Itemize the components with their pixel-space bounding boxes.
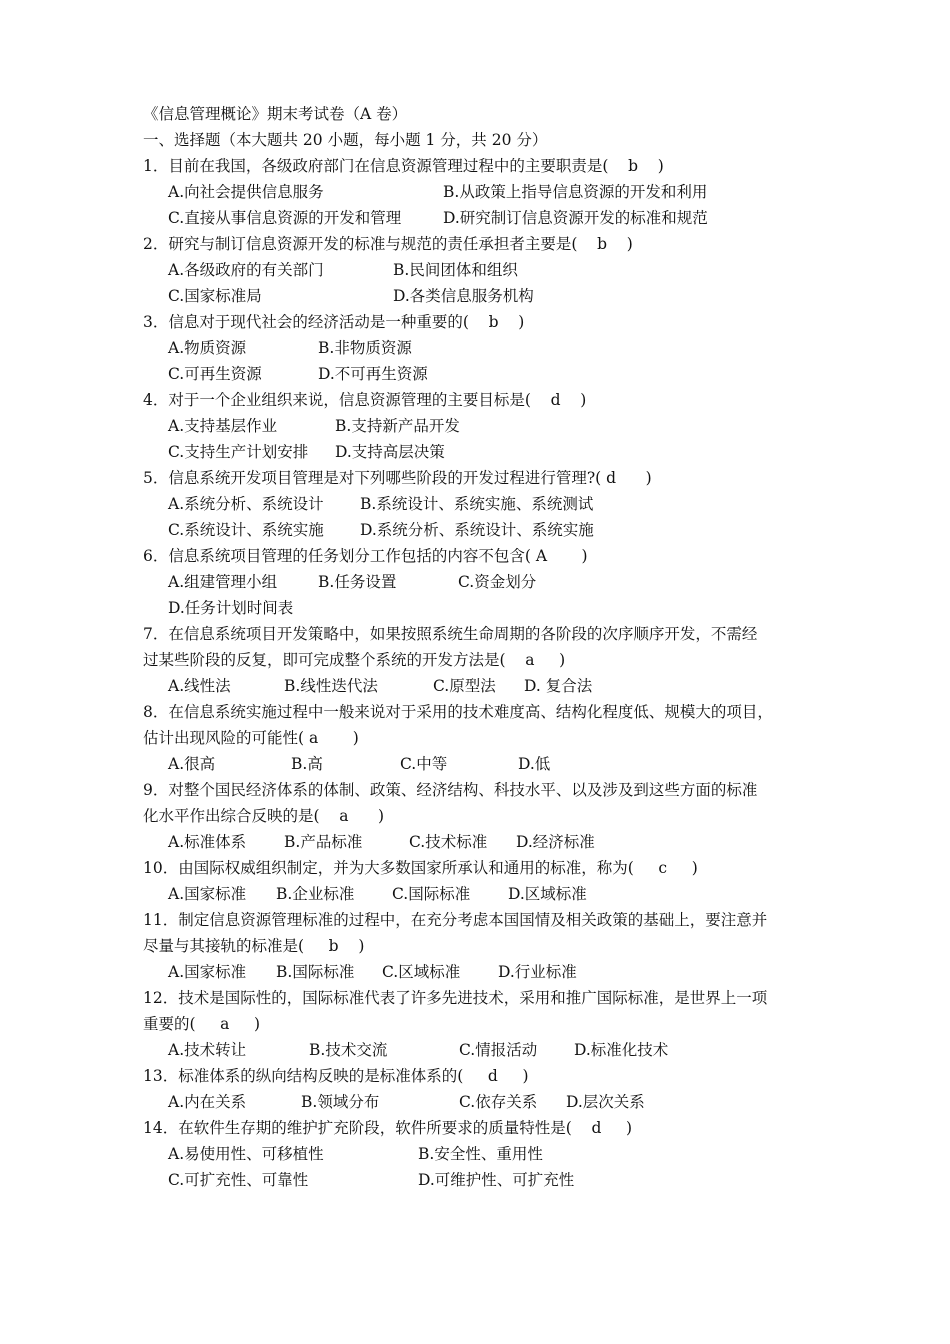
question-7-stem-cont: 过某些阶段的反复，即可完成整个系统的开发方法是( a ) (143, 651, 566, 669)
question-11-option-d: D.行业标准 (498, 963, 577, 981)
question-12-option-a: A.技术转让 (168, 1041, 247, 1059)
question-6-options-row (143, 569, 833, 595)
question-6-option-a: A.组建管理小组 (168, 573, 278, 591)
question-1-option-d: D.研究制订信息资源开发的标准和规范 (443, 209, 708, 227)
question-3-options-row (143, 335, 833, 361)
question-13-option-c: C.依存关系 (459, 1093, 538, 1111)
question-11-options-row (143, 959, 833, 985)
question-14-option-a: A.易使用性、可移植性 (168, 1145, 324, 1163)
question-12-option-c: C.情报活动 (459, 1041, 538, 1059)
question-6-option-b: D.任务计划时间表 (168, 599, 294, 617)
question-10-option-a: A.国家标准 (168, 885, 247, 903)
question-14-option-d: D.可维护性、可扩充性 (418, 1171, 575, 1189)
question-12-stem: 12．技术是国际性的，国际标准代表了许多先进技术，采用和推广国际标准，是世界上一项 (143, 989, 768, 1007)
question-13-option-a: A.内在关系 (168, 1093, 247, 1111)
question-11-option-a: A.国家标准 (168, 963, 247, 981)
question-9-option-c: C.技术标准 (409, 833, 488, 851)
exam-content (143, 101, 833, 1193)
question-7-option-d: D. 复合法 (524, 677, 593, 695)
question-8-option-a: A.很高 (168, 755, 216, 773)
question-4-options-row (143, 439, 833, 465)
question-2-options-row (143, 257, 833, 283)
question-8-options-row (143, 751, 833, 777)
question-8-option-b: B.高 (291, 755, 323, 773)
question-6-stem: 6．信息系统项目管理的任务划分工作包括的内容不包含( A ) (143, 547, 588, 565)
question-3-option-c: C.可再生资源 (168, 365, 262, 383)
question-3-stem: 3．信息对于现代社会的经济活动是一种重要的( b ) (143, 313, 525, 331)
question-10-option-d: D.区域标准 (508, 885, 587, 903)
question-5-option-b: B.系统设计、系统实施、系统测试 (360, 495, 594, 513)
question-11-stem: 11．制定信息资源管理标准的过程中，在充分考虑本国国情及相关政策的基础上，要注意并 (143, 911, 768, 929)
question-2-option-b: B.民间团体和组织 (393, 261, 518, 279)
question-8-option-c: C.中等 (400, 755, 448, 773)
question-3-options-row (143, 361, 833, 387)
question-5-options-row (143, 491, 833, 517)
question-12-option-b: B.技术交流 (309, 1041, 388, 1059)
question-4-options-row (143, 413, 833, 439)
question-7-option-a: A.线性法 (168, 677, 231, 695)
question-4-option-b: B.支持新产品开发 (335, 417, 460, 435)
question-9-stem-cont: 化水平作出综合反映的是( a ) (143, 807, 385, 825)
question-10-option-c: C.国际标准 (392, 885, 471, 903)
question-4-option-a: A.支持基层作业 (168, 417, 278, 435)
question-5-stem: 5．信息系统开发项目管理是对下列哪些阶段的开发过程进行管理?( d ) (143, 469, 652, 487)
question-13-option-d: D.层次关系 (566, 1093, 645, 1111)
question-13-option-b: B.领域分布 (301, 1093, 380, 1111)
question-7-options-row (143, 673, 833, 699)
question-14-options-row (143, 1167, 833, 1193)
question-14-options-row (143, 1141, 833, 1167)
question-8-option-d: D.低 (518, 755, 551, 773)
question-14-option-b: B.安全性、重用性 (418, 1145, 543, 1163)
question-1-option-a: A.向社会提供信息服务 (168, 183, 324, 201)
question-9-option-b: B.产品标准 (284, 833, 363, 851)
question-7-option-c: C.原型法 (433, 677, 496, 695)
question-10-options-row (143, 881, 833, 907)
question-6-options-row (143, 595, 833, 621)
exam-title: 《信息管理概论》期末考试卷（A 卷） (143, 105, 408, 123)
question-3-option-d: D.不可再生资源 (318, 365, 428, 383)
section-heading: 一、选择题（本大题共 20 小题，每小题 1 分，共 20 分） (143, 131, 548, 149)
question-2-stem: 2．研究与制订信息资源开发的标准与规范的责任承担者主要是( b ) (143, 235, 633, 253)
question-8-stem: 8．在信息系统实施过程中一般来说对于采用的技术难度高、结构化程度低、规模大的项目， (143, 703, 773, 721)
question-6-option-b: B.任务设置 (318, 573, 397, 591)
question-9-option-a: A.标准体系 (168, 833, 247, 851)
question-12-stem-cont: 重要的( a ) (143, 1015, 261, 1033)
question-9-options-row (143, 829, 833, 855)
question-7-option-b: B.线性迭代法 (284, 677, 378, 695)
question-3-option-b: B.非物质资源 (318, 339, 412, 357)
question-10-stem: 10．由国际权威组织制定，并为大多数国家所承认和通用的标准，称为( c ) (143, 859, 698, 877)
question-4-option-d: D.支持高层决策 (335, 443, 445, 461)
question-7-stem: 7．在信息系统项目开发策略中，如果按照系统生命周期的各阶段的次序顺序开发，不需经 (143, 625, 758, 643)
question-5-option-d: D.系统分析、系统设计、系统实施 (360, 521, 594, 539)
question-14-option-c: C.可扩充性、可靠性 (168, 1171, 309, 1189)
question-11-option-b: B.国际标准 (276, 963, 355, 981)
question-5-option-c: C.系统设计、系统实施 (168, 521, 324, 539)
question-9-stem: 9．对整个国民经济体系的体制、政策、经济结构、科技水平、以及涉及到这些方面的标准 (143, 781, 758, 799)
question-1-options-row (143, 179, 833, 205)
question-12-option-d: D.标准化技术 (574, 1041, 669, 1059)
question-2-option-c: C.国家标准局 (168, 287, 262, 305)
question-4-stem: 4．对于一个企业组织来说，信息资源管理的主要目标是( d ) (143, 391, 587, 409)
question-8-stem-cont: 估计出现风险的可能性( a ) (143, 729, 359, 747)
question-5-option-a: A.系统分析、系统设计 (168, 495, 324, 513)
question-2-option-a: A.各级政府的有关部门 (168, 261, 324, 279)
question-2-option-d: D.各类信息服务机构 (393, 287, 534, 305)
question-12-options-row (143, 1037, 833, 1063)
question-1-options-row (143, 205, 833, 231)
question-3-option-a: A.物质资源 (168, 339, 247, 357)
question-1-stem: 1．目前在我国，各级政府部门在信息资源管理过程中的主要职责是( b ) (143, 157, 664, 175)
question-5-options-row (143, 517, 833, 543)
question-13-options-row (143, 1089, 833, 1115)
question-9-option-d: D.经济标准 (516, 833, 595, 851)
question-14-stem: 14．在软件生存期的维护扩充阶段，软件所要求的质量特性是( d ) (143, 1119, 633, 1137)
question-1-option-c: C.直接从事信息资源的开发和管理 (168, 209, 402, 227)
question-11-stem-cont: 尽量与其接轨的标准是( b ) (143, 937, 365, 955)
question-13-stem: 13．标准体系的纵向结构反映的是标准体系的( d ) (143, 1067, 529, 1085)
question-2-options-row (143, 283, 833, 309)
question-6-option-c: C.资金划分 (458, 573, 537, 591)
question-10-option-b: B.企业标准 (276, 885, 355, 903)
question-4-option-c: C.支持生产计划安排 (168, 443, 309, 461)
question-11-option-c: C.区域标准 (382, 963, 461, 981)
question-1-option-b: B.从政策上指导信息资源的开发和利用 (443, 183, 708, 201)
